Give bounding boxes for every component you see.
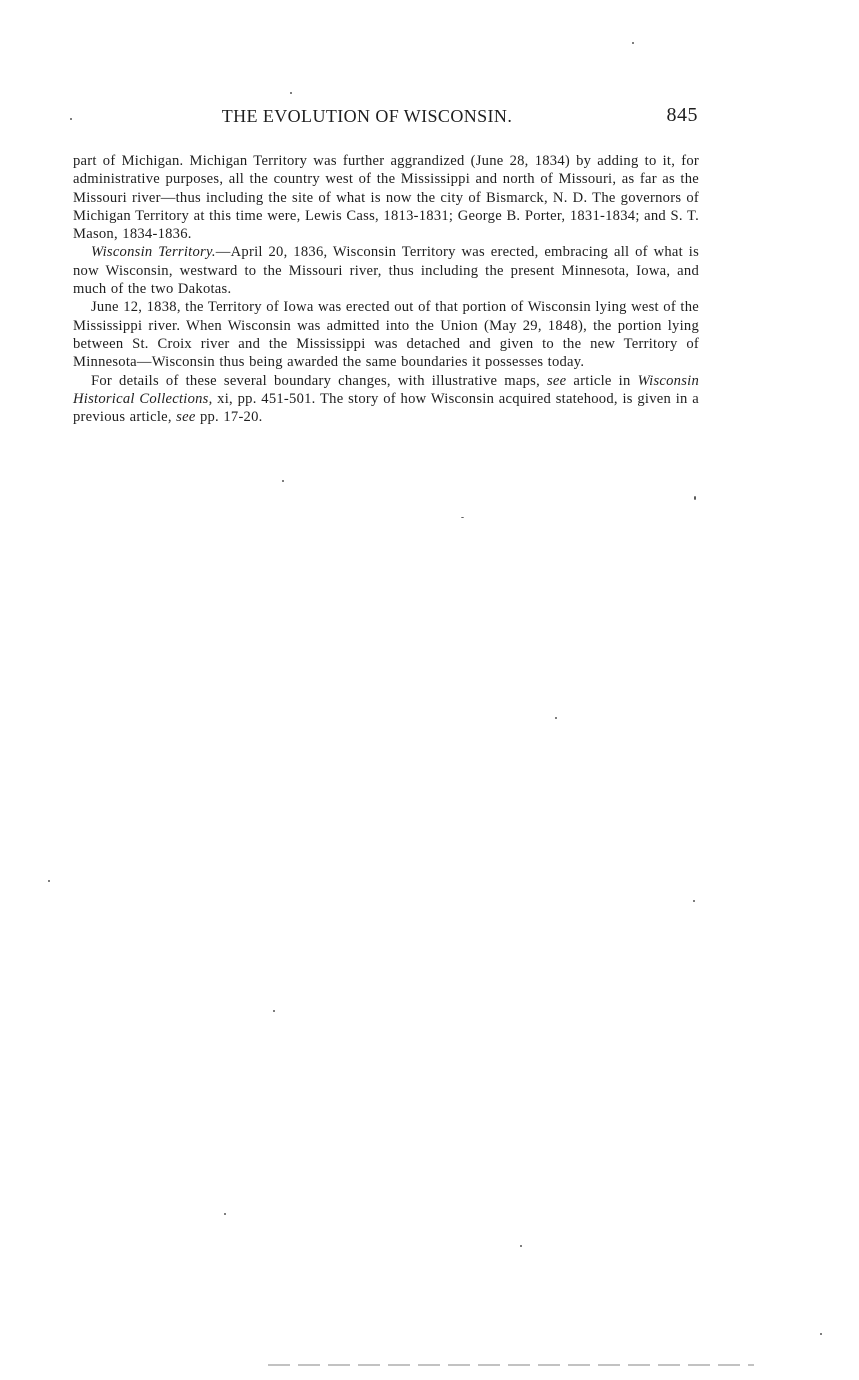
paragraph-michigan: part of Michigan. Michigan Territory was further aggrandized (June 28, 1834) by adding to it, for administrative purposes, all the country west of the Mississippi and north of Missouri, as far as the Missouri river—thus including the site of what is now the city of Bismarck, N. D. The governors of Michigan Territory at this time were, Lewis Cass, 1813-1831; George B. Porter, 1831-1834; and S. T. Mason, 1834-1836. (73, 153, 699, 243)
scan-speck (520, 1245, 522, 1247)
running-header (72, 106, 698, 132)
paragraph-iowa: June 12, 1838, the Territory of Iowa was erected out of that portion of Wisconsin lying west of the Mississippi river. When Wisconsin was admitted into the Union (May 29, 1848), the portion lying between St. Croix river and the Mississippi was detached and given to the new Territory of Minnesota—Wisconsin thus being awarded the same boundaries it possesses today. (73, 299, 699, 371)
paragraph-text: —April 20, 1836, Wisconsin Territory was erected, embracing all of what is now Wisconsin, westward to the Missouri river, thus including the present Minnesota, Iowa, and much of the two Dakotas. (73, 244, 699, 298)
scan-speck (820, 1333, 822, 1335)
body-text (73, 152, 699, 426)
scan-speck (555, 717, 557, 719)
see-reference: see (547, 372, 567, 389)
scan-speck (273, 1010, 275, 1012)
scan-speck (282, 480, 284, 482)
scan-speck (290, 92, 292, 94)
see-reference: see (176, 409, 196, 426)
scan-speck (694, 496, 696, 500)
collection-title: Wisconsin Historical Collections, (73, 372, 699, 407)
scan-speck (693, 900, 695, 902)
scan-speck (632, 42, 634, 44)
scan-speck (224, 1213, 226, 1215)
scan-speck (461, 517, 464, 518)
scan-edge-mark (268, 1364, 754, 1366)
paragraph-details (73, 372, 699, 427)
paragraph-text: xi, pp. 451-501. The story of how Wisconsin acquired statehood, is given in a previous article, (73, 390, 699, 426)
page-title: THE EVOLUTION OF WISCONSIN. (221, 106, 513, 126)
scan-speck (48, 880, 50, 882)
paragraph-text: article in (566, 372, 638, 389)
paragraph-text: For details of these several boundary changes, with illustrative maps, (91, 372, 547, 389)
page-number: 845 (666, 104, 698, 126)
paragraph-text: pp. 17-20. (195, 409, 263, 426)
paragraph-wisconsin-territory (73, 243, 699, 298)
section-lead-italic: Wisconsin Territory. (91, 244, 216, 261)
scan-speck (70, 118, 72, 120)
